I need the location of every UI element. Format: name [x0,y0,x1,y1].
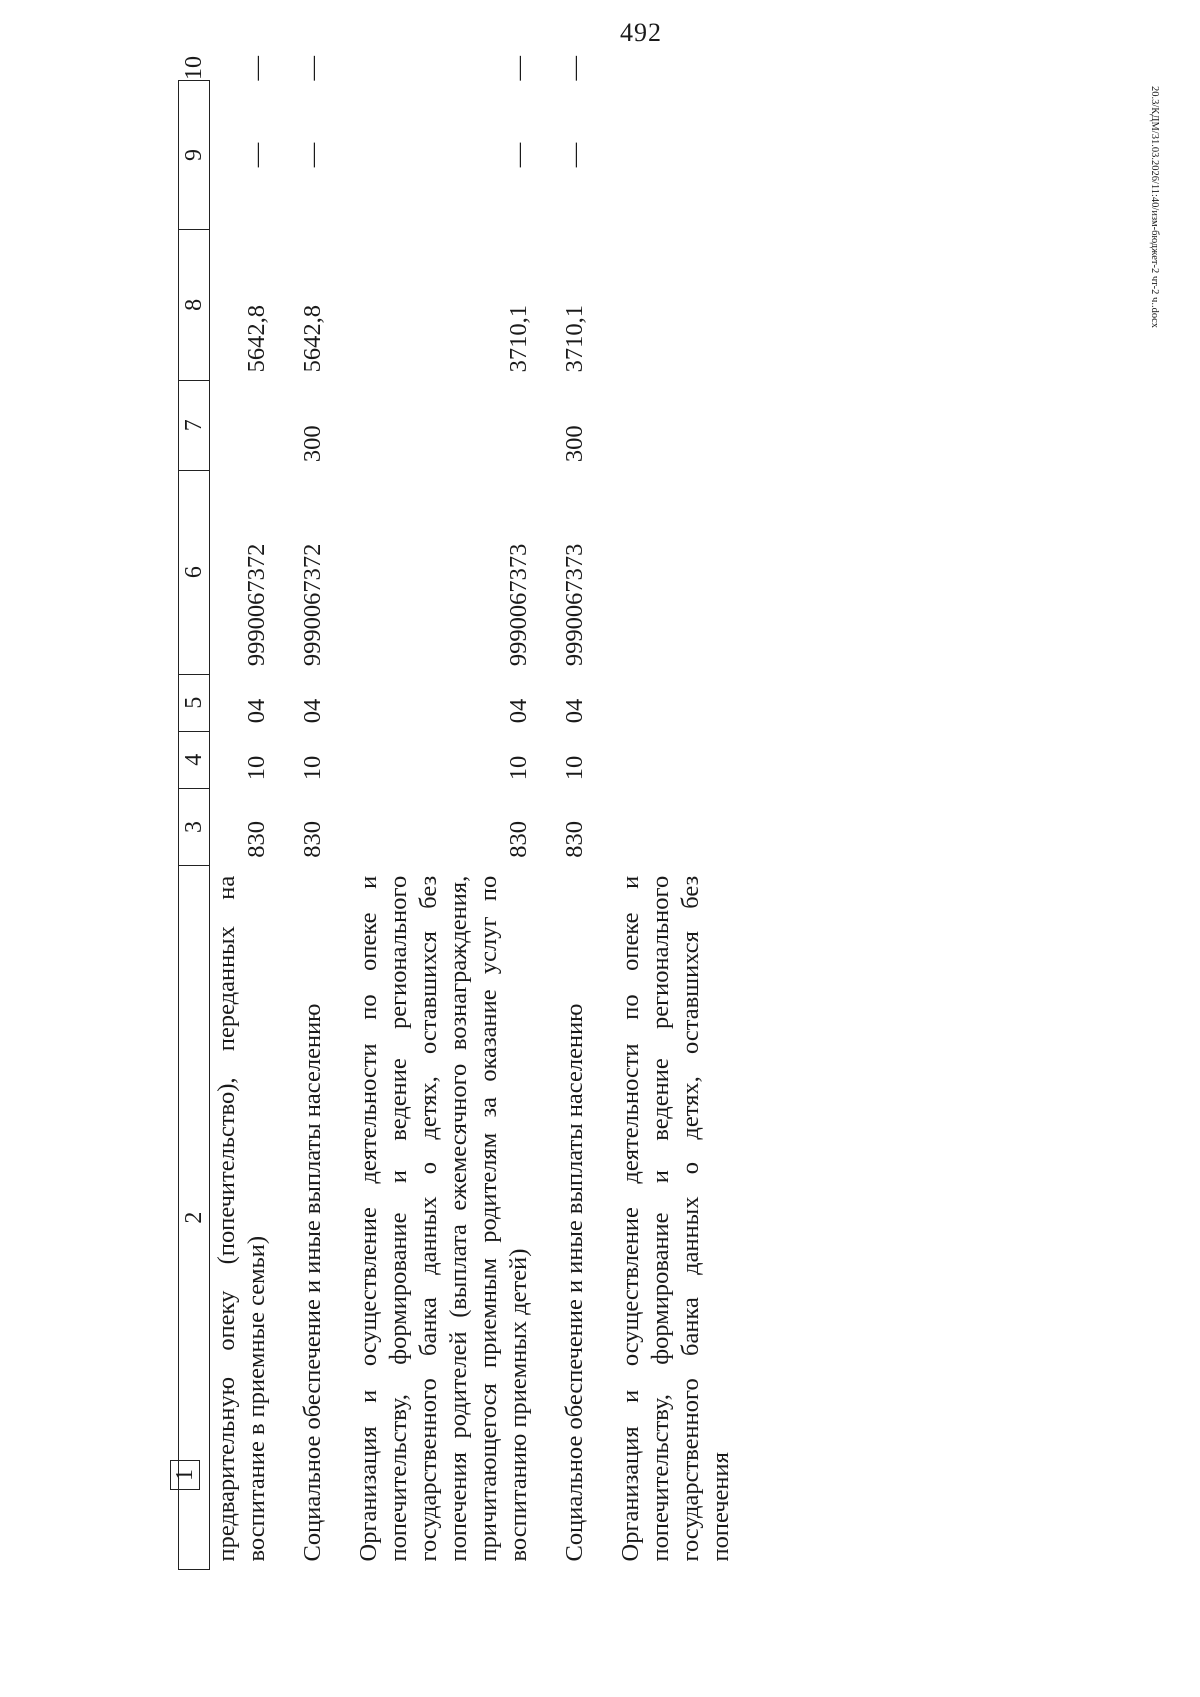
rotated-table-frame [178,56,1200,1570]
table-row [616,81,762,1570]
header-col-1: 1 [172,1469,198,1481]
row-col-6 [616,470,762,674]
row-col-6: 9990067373 [505,543,532,667]
table-row: Социальное обеспечение и иные выплаты населению 830 10 04 9990067373 300 3710,1 — — [560,81,616,1570]
page-number: 492 [620,18,662,47]
row-name-cell: Организация и осуществление деятельности по опеке и попечительству, формирование и ведение регионального государственного банка данных о детях, оставшихся без попечения [617,875,734,1562]
row-col-4 [616,731,762,788]
row-col-7 [616,380,762,470]
header-col-9: 9 [179,81,210,230]
row-col-4: 10 [243,755,270,781]
row-col-3: 830 [243,821,270,858]
row-col-7 [354,380,560,470]
table-body [210,56,763,1570]
header-col-5: 5 [179,674,210,731]
row-col-3: 830 [561,821,588,858]
row-col-9 [616,81,762,230]
row-col-3 [616,788,762,866]
header-col-2: 2 [179,866,210,1570]
row-name-cell: предварительную опеку (попечительство), переданных на воспитание в приемные семьи) [213,875,270,1562]
row-col-8: 3710,1 [561,305,588,373]
row-col-5: 04 [561,698,588,724]
row-col-3: 830 [299,821,326,858]
row-col-6: 9990067372 [299,543,326,667]
row-col-5 [616,674,762,731]
row-col-7 [210,380,299,470]
row-col-5: 04 [299,698,326,724]
document-file-code: 20.3/КДМ/31.03.2026/11:40/изм-бюджет-2 чт-2 ч..docx [1149,86,1160,328]
row-col-9: — [505,142,532,168]
row-col-5: 04 [243,698,270,724]
row-col-4: 10 [505,755,532,781]
row-name-cell: Социальное обеспечение и иные выплаты населению [299,1003,326,1562]
table-header: 2 3 4 5 6 7 8 9 10 [179,81,210,1570]
table-row: Социальное обеспечение и иные выплаты населению 830 10 04 9990067372 300 5642,8 — — [298,81,354,1570]
row-col-9: — [299,142,326,168]
row-name-cell: Социальное обеспечение и иные выплаты населению [561,1003,588,1562]
row-col-6: 9990067373 [561,543,588,667]
header-col-8: 8 [179,229,210,380]
row-col-8 [616,229,762,380]
row-col-7: 300 [561,425,588,463]
header-col-1-box [170,1460,200,1490]
row-col-4: 10 [299,755,326,781]
row-col-8: 5642,8 [243,305,270,373]
row-col-6: 9990067372 [243,543,270,667]
header-col-6: 6 [179,470,210,674]
row-col-4: 10 [561,755,588,781]
row-col-9: — [561,142,588,168]
row-col-5: 04 [505,698,532,724]
budget-table [178,56,762,1570]
row-col-3: 830 [505,821,532,858]
row-col-8: 5642,8 [299,305,326,373]
row-col-8: 3710,1 [505,305,532,373]
header-col-7: 7 [179,380,210,470]
row-col-7: 300 [299,425,326,463]
row-col-9: — [243,142,270,168]
row-name-cell: Организация и осуществление деятельности по опеке и попечительству, формирование и ведение регионального государственного банка данных о детях, оставшихся без попечения родителей (выплата ежемесячного вознаграждения, причитающегося приемным родителям за оказание услуг по воспитанию приемных детей) [355,875,532,1562]
table-row: Организация и осуществление деятельности по опеке и попечительству, формирование и ведение регионального государственного банка данных о детях, оставшихся без попечения родителей (выплата ежемесячного вознаграждения, причитающегося приемным родителям за оказание услуг по воспитанию приемных детей) 830 10 04 9990067373 3710,1 — — [354,81,560,1570]
header-col-4: 4 [179,731,210,788]
header-col-3: 3 [179,788,210,866]
table-row: предварительную опеку (попечительство), переданных на воспитание в приемные семьи) 830 10 04 9990067372 5642,8 — — [210,81,299,1570]
